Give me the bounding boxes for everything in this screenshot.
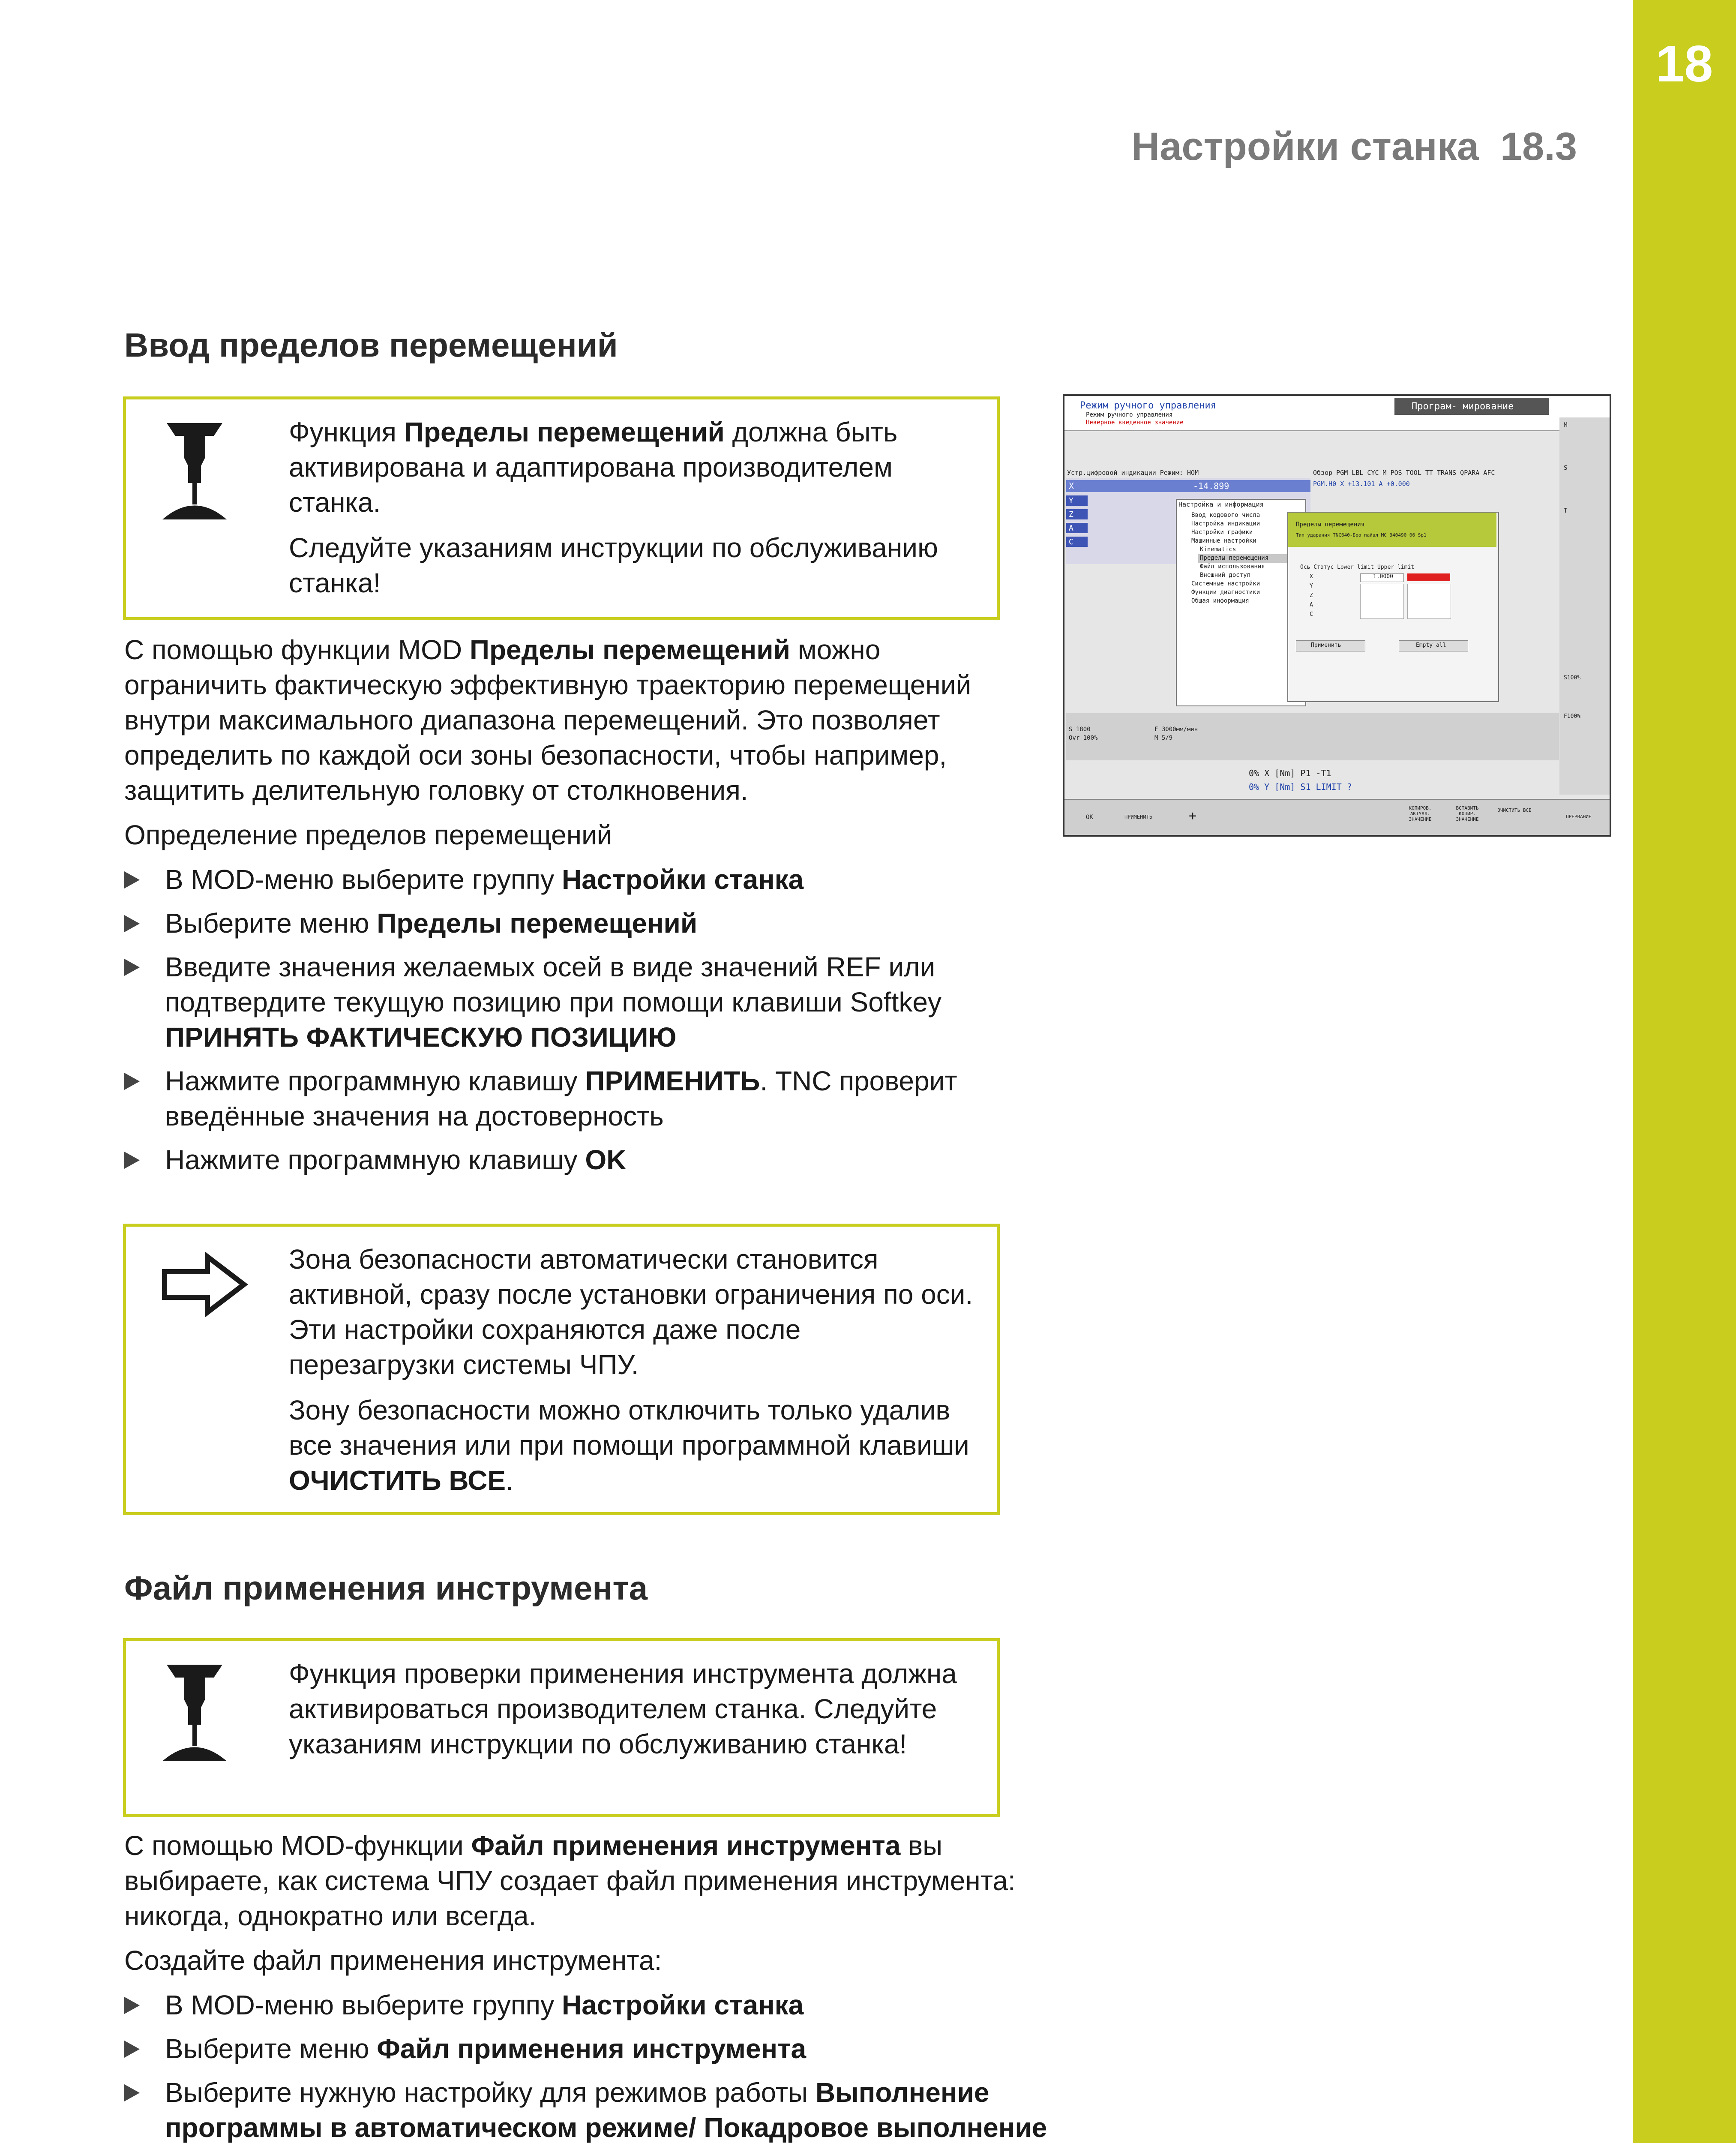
section-number: 18.3 xyxy=(1500,125,1577,168)
mode-sub1: Режим ручного управления xyxy=(1086,411,1173,418)
chapter-number: 18 xyxy=(1655,35,1713,93)
section2-intro: С помощью MOD-функции Файл применения инструмента вы выбираете, как система ЧПУ создает файл применения инструмента: никогда, однократно или всегда. xyxy=(124,1830,1016,1931)
running-header xyxy=(986,124,1577,169)
softkey-apply[interactable]: ПРИМЕНИТЬ xyxy=(1124,814,1153,820)
note-2-text: Зона безопасности автоматически становится активной, сразу после установки ограничения по оси. Эти настройки сохраняются даже после перезагрузки системы ЧПУ. Зону безопасности можно отключить только удалив все значения или при помощи программной клавиши ОЧИСТИТЬ ВСЕ. xyxy=(289,1244,973,1496)
lower-limit-column xyxy=(1360,584,1404,619)
dialog-axis: A xyxy=(1310,602,1313,608)
note-1-text: Функция Пределы перемещений должна быть активирована и адаптирована производителем станка. Следуйте указаниям инструкции по обслуживанию станка! xyxy=(289,417,938,598)
display-label: Устр.цифровой индикации Режим: НОМ xyxy=(1067,469,1199,477)
status-tabs: Обзор PGM LBL CYC M POS TOOL TT TRANS QPARA AFC xyxy=(1313,469,1495,477)
menu-item[interactable]: Машинные настройки xyxy=(1191,537,1256,544)
note-box-2 xyxy=(123,1224,1000,1515)
machine-tool-icon xyxy=(158,419,231,522)
mode-title: Режим ручного управления xyxy=(1080,400,1216,411)
section1-lead: Определение пределов перемещений xyxy=(124,819,612,850)
arrow-right-icon xyxy=(160,1250,250,1319)
status-area xyxy=(1066,713,1559,760)
softkey-ok[interactable]: OK xyxy=(1086,814,1093,821)
list-item: Нажмите программную клавишу OK xyxy=(124,1142,1007,1177)
dialog-axis: X xyxy=(1310,573,1313,580)
right-label-f100: F100% xyxy=(1564,713,1581,720)
axis-a-label: A xyxy=(1069,524,1073,533)
note-box-1 xyxy=(123,396,1000,620)
status-feed: F 3000мм/мин xyxy=(1154,726,1198,733)
dialog-title: Пределы перемещения xyxy=(1296,521,1365,528)
section1-body xyxy=(124,632,1007,1186)
status-override: Ovr 100% xyxy=(1069,735,1098,741)
axis-c-label: C xyxy=(1069,537,1073,546)
chapter-title: Настройки станка xyxy=(1131,125,1479,168)
list-item: В MOD-меню выберите группу Настройки станка xyxy=(124,862,1007,897)
right-mode-title: Програм- мирование xyxy=(1412,401,1514,412)
menu-item[interactable]: Внешний доступ xyxy=(1200,572,1251,579)
crosshair-icon[interactable]: + xyxy=(1189,808,1197,823)
dialog-header xyxy=(1288,513,1496,547)
section2-heading: Файл применения инструмента xyxy=(124,1569,648,1607)
section2-body xyxy=(124,1828,1067,2143)
section1-heading: Ввод пределов перемещений xyxy=(124,326,618,364)
upper-limit-field[interactable] xyxy=(1407,573,1450,581)
right-label-m: M xyxy=(1564,422,1568,429)
status-spindle: S 1800 xyxy=(1069,726,1091,733)
menu-item[interactable]: Функции диагностики xyxy=(1191,589,1260,596)
status-row-1: 0% X [Nm] P1 -T1 xyxy=(1249,768,1331,778)
list-item: Выберите нужную настройку для режимов работы Выполнение программы в автоматическом режиме/ Покадровое выполнение xyxy=(124,2075,1067,2143)
softkey-cancel[interactable]: ПРЕРВАНИЕ xyxy=(1566,814,1592,819)
softkey-paste[interactable]: ВСТАВИТЬ КОПИР. ЗНАЧЕНИЕ xyxy=(1456,805,1479,822)
axis-x-label: X xyxy=(1069,481,1074,491)
pgm-row: PGM.H0 X +13.101 A +0.000 xyxy=(1313,480,1410,488)
menu-title: Настройка и информация xyxy=(1178,501,1264,508)
section1-intro: С помощью функции MOD Пределы перемещений можно ограничить фактическую эффективную траекторию перемещений внутри максимального диапазона перемещений. Это позволяет определить по каждой оси зоны безопасности, чтобы например, защитить делительную головку от столкновения. xyxy=(124,634,971,806)
dialog-apply-label: Применить xyxy=(1311,642,1341,648)
menu-item[interactable]: Общая информация xyxy=(1191,597,1249,604)
mode-sub2: Неверное введенное значение xyxy=(1086,419,1184,426)
upper-limit-column xyxy=(1407,584,1451,619)
menu-item[interactable]: Ввод кодового числа xyxy=(1191,512,1260,519)
softkey-clear-all[interactable]: ОЧИСТИТЬ ВСЕ xyxy=(1497,807,1532,813)
note-3-text: Функция проверки применения инструмента должна активироваться производителем станка. Следуйте указаниям инструкции по обслуживанию станка! xyxy=(289,1658,957,1759)
dialog-axis: Z xyxy=(1310,592,1313,599)
status-mcode: M 5/9 xyxy=(1154,735,1173,741)
axis-row-x xyxy=(1066,480,1310,492)
menu-item[interactable]: Системные настройки xyxy=(1191,580,1260,587)
menu-item[interactable]: Настройка индикации xyxy=(1191,520,1260,527)
axis-x-value: -14.899 xyxy=(1193,481,1229,491)
chapter-sidebar xyxy=(1633,0,1736,2143)
right-label-s: S xyxy=(1564,465,1568,471)
dialog-sub: Тип ударания TNC640-Бро пайал МС 340490 06 Sp1 xyxy=(1296,532,1427,538)
tnc-screenshot xyxy=(1063,394,1611,837)
list-item: В MOD-меню выберите группу Настройки станка xyxy=(124,1987,1067,2023)
dialog-columns: Ось Статус Lower limit Upper limit xyxy=(1300,564,1415,570)
menu-item[interactable]: Файл использования xyxy=(1200,563,1265,570)
axis-z-label: Z xyxy=(1069,510,1073,519)
machine-tool-icon xyxy=(158,1660,231,1763)
list-item: Введите значения желаемых осей в виде значений REF или подтвердите текущую позицию при помощи клавиши Softkey ПРИНЯТЬ ФАКТИЧЕСКУЮ ПОЗИЦИЮ xyxy=(124,949,1007,1055)
dialog-axis: C xyxy=(1310,611,1313,618)
menu-item[interactable]: Настройки графики xyxy=(1191,529,1253,536)
note-box-3 xyxy=(123,1638,1000,1817)
status-row-2: 0% Y [Nm] S1 LIMIT ? xyxy=(1249,782,1352,792)
right-label-s100: S100% xyxy=(1564,675,1581,681)
section2-lead: Создайте файл применения инструмента: xyxy=(124,1945,662,1976)
dialog-axis: Y xyxy=(1310,583,1313,589)
dialog-empty-label: Empty all xyxy=(1416,642,1446,648)
right-softkey-bar xyxy=(1559,417,1610,795)
menu-item[interactable]: Kinematics xyxy=(1200,546,1236,553)
axis-y-label: Y xyxy=(1069,496,1073,505)
softkey-copy-actual[interactable]: КОПИРОВ. АКТУАЛ. ЗНАЧЕНИЕ xyxy=(1409,805,1432,822)
right-label-t: T xyxy=(1564,507,1568,514)
list-item: Выберите меню Файл применения инструмента xyxy=(124,2031,1067,2066)
section1-steps xyxy=(124,862,1007,1177)
menu-item-selected[interactable]: Пределы перемещения xyxy=(1200,555,1269,561)
list-item: Нажмите программную клавишу ПРИМЕНИТЬ. TNC проверит введённые значения на достоверность xyxy=(124,1063,1007,1134)
section2-steps xyxy=(124,1987,1067,2143)
list-item: Выберите меню Пределы перемещений xyxy=(124,906,1007,941)
lower-limit-value: 1.0000 xyxy=(1373,573,1393,580)
